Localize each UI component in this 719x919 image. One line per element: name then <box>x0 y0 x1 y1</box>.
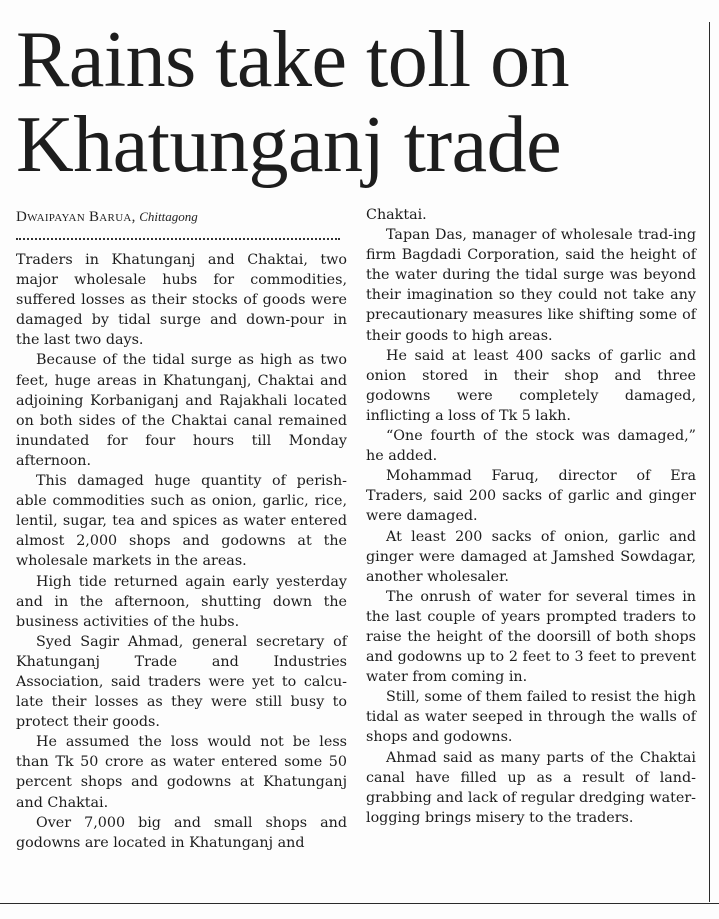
paragraph: High tide returned again early yesterday and in the afternoon, shutting down the business activities of the hubs. <box>16 573 347 630</box>
headline-line-2: Khatunganj trade <box>16 101 562 189</box>
byline-author: Dwaipayan Barua, <box>16 209 136 225</box>
paragraph: This damaged huge quantity of perish-able commodities such as onion, garlic, rice, lentil, sugar, tea and spices as water entered almost 2,000 shops and godowns at the wholesale markets in the areas. <box>16 473 347 570</box>
paragraph: Ahmad said as many parts of the Chaktai canal have filled up as a result of land-grabbing and lack of regular dredging water-logging brings misery to the traders. <box>366 749 696 826</box>
paragraph: “One fourth of the stock was damaged,” he added. <box>366 428 696 465</box>
paragraph: Tapan Das, manager of wholesale trad-ing firm Bagdadi Corporation, said the height of the water during the tidal surge was beyond their imagination so they could not take any precautionary measures like shifting some of their goods to high areas. <box>366 227 696 344</box>
column-edge-rule <box>709 22 710 902</box>
article-column-right <box>366 205 696 828</box>
paragraph: The onrush of water for several times in the last couple of years prompted traders to raise the height of the doorsill of both shops and godowns up to 2 feet to 3 feet to prevent water from coming in. <box>366 588 696 686</box>
paragraph: Syed Sagir Ahmad, general secretary of Khatunganj Trade and Industries Association, said traders were yet to calcu-late their losses as they were still busy to protect their goods. <box>16 633 347 731</box>
bottom-rule <box>0 903 719 904</box>
paragraph: Traders in Khatunganj and Chaktai, two major wholesale hubs for commodities, suffered losses as their stocks of goods were damaged by tidal surge and down-pour in the last two days. <box>16 252 347 349</box>
paragraph: Mohammad Faruq, director of Era Traders, said 200 sacks of garlic and ginger were damaged. <box>366 468 696 525</box>
paragraph: Chaktai. <box>366 207 427 223</box>
dotted-divider <box>16 238 340 240</box>
byline-place: Chittagong <box>139 209 198 224</box>
paragraph: He assumed the loss would not be less than Tk 50 crore as water entered some 50 percent shops and godowns at Khatunganj and Chaktai. <box>16 734 347 811</box>
paragraph: Over 7,000 big and small shops and godowns are located in Khatunganj and <box>16 814 347 851</box>
paragraph: Still, some of them failed to resist the high tidal as water seeped in through the walls of shops and godowns. <box>366 689 696 746</box>
paragraph: At least 200 sacks of onion, garlic and ginger were damaged at Jamshed Sowdagar, another wholesaler. <box>366 528 696 585</box>
article-column-left <box>16 250 347 853</box>
paragraph: He said at least 400 sacks of garlic and onion stored in their shop and three godowns were completely damaged, inflicting a loss of Tk 5 lakh. <box>366 347 696 424</box>
headline-line-1: Rains take toll on <box>16 16 570 104</box>
headline <box>16 18 706 188</box>
paragraph: Because of the tidal surge as high as two feet, huge areas in Khatunganj, Chaktai and adjoining Korbaniganj and Rajakhali located on both sides of the Chaktai canal remained inundated for four hours till Monday afternoon. <box>16 352 347 469</box>
byline <box>16 209 346 226</box>
